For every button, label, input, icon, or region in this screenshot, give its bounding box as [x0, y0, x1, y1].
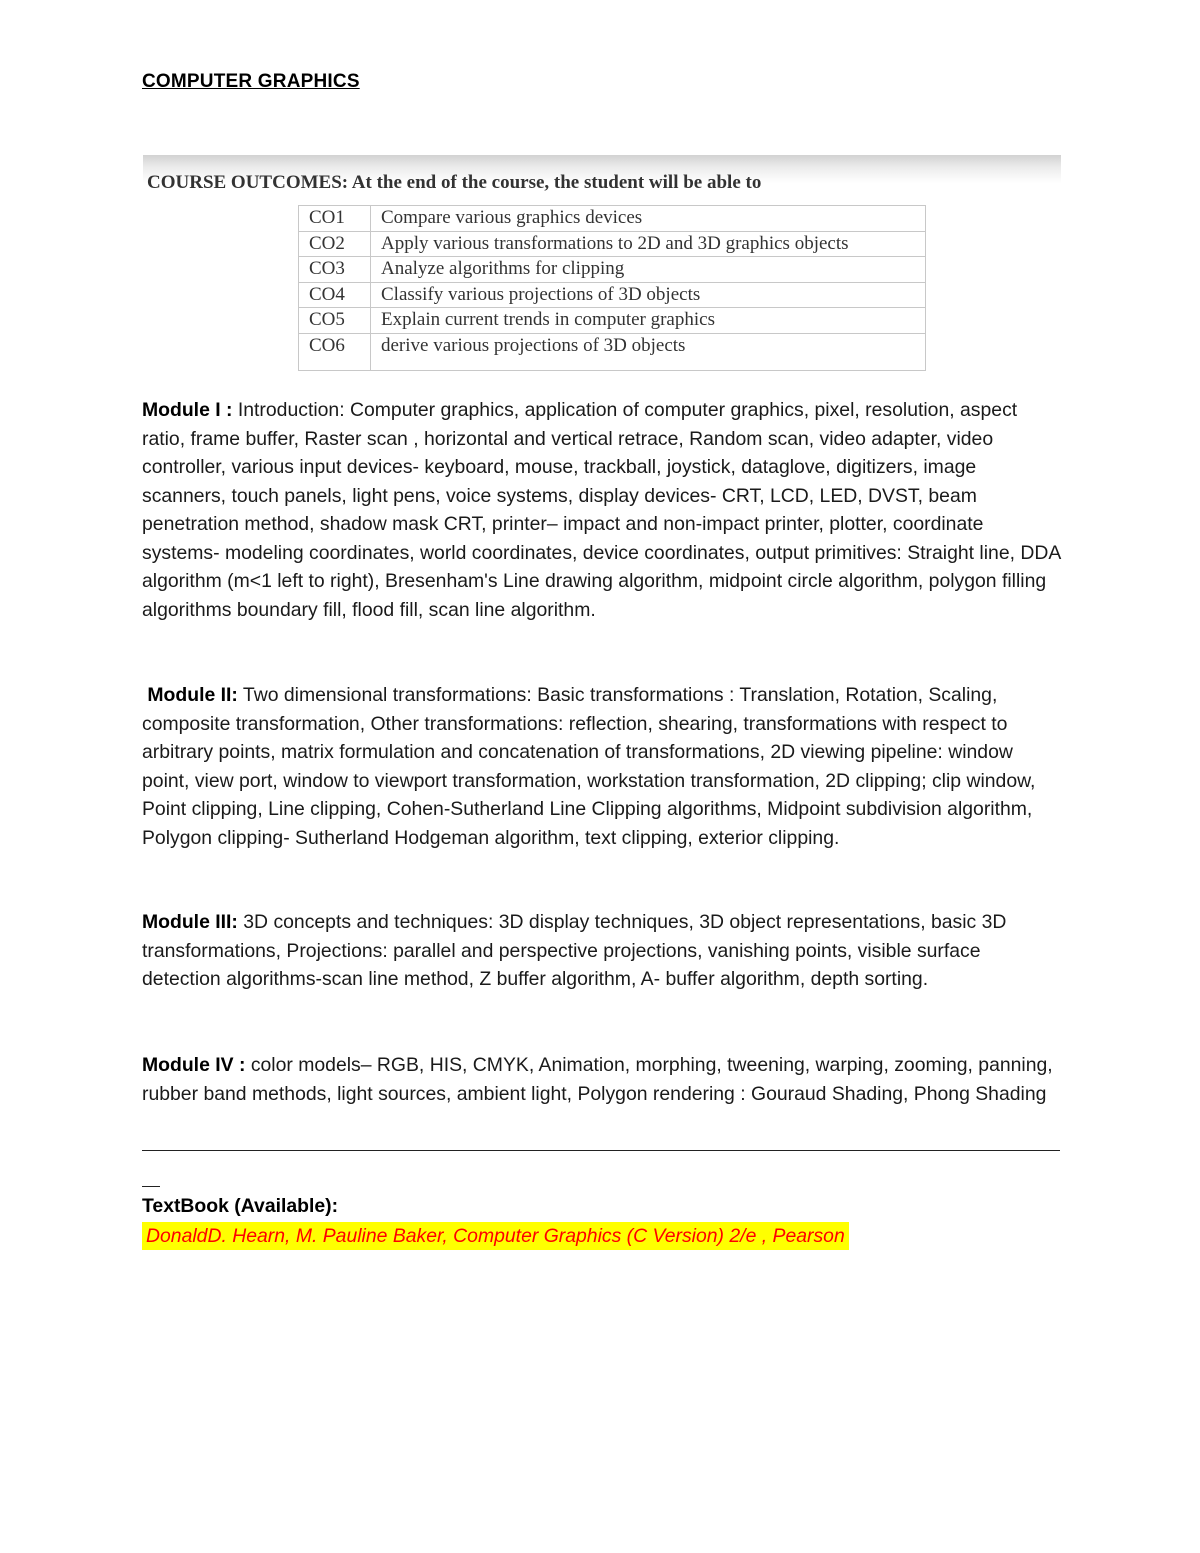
module-2-content: Two dimensional transformations: Basic transformations : Translation, Rotation, Scaling, composite transformation, Other transformations: reflection, shearing, transformations with respect to arbitrary points, matrix formulation and concatenation of transformations, 2D viewing pipeline: window point, view port, window to viewport transformation, workstation transformation, 2D clipping; clip window, Point clipping, Line clipping, Cohen-Sutherland Line Clipping algorithms, Midpoint subdivision algorithm, Polygon clipping- Sutherland Hodgeman algorithm, text clipping, exterior clipping.: [142, 684, 1036, 849]
module-2-label: Module II:: [147, 684, 238, 706]
outcome-code: CO2: [299, 231, 371, 257]
module-1-content: Introduction: Computer graphics, application of computer graphics, pixel, resolution, aspect ratio, frame buffer, Raster scan , horizontal and vertical retrace, Random scan, video adapter, video controller, various input devices- keyboard, mouse, trackball, joystick, dataglove, digitizers, image scanners, touch panels, light pens, voice systems, display devices- CRT, LCD, LED, DVST, beam penetration method, shadow mask CRT, printer– impact and non-impact printer, plotter, coordinate systems- modeling coordinates, world coordinates, device coordinates, output primitives: Straight line, DDA algorithm (m<1 left to right), Bresenham's Line drawing algorithm, midpoint circle algorithm, polygon filling algorithms boundary fill, flood fill, scan line algorithm.: [142, 399, 1061, 621]
horizontal-divider-continuation: [142, 1186, 160, 1187]
table-row: [299, 206, 926, 232]
outcome-description: Compare various graphics devices: [371, 206, 926, 232]
module-3-label: Module III:: [142, 911, 238, 933]
module-3-paragraph: [142, 908, 1062, 994]
outcome-description: derive various projections of 3D objects: [371, 333, 926, 370]
outcome-description: Apply various transformations to 2D and 3D graphics objects: [371, 231, 926, 257]
textbook-reference: DonaldD. Hearn, M. Pauline Baker, Computer Graphics (C Version) 2/e , Pearson: [142, 1222, 849, 1250]
module-4-content: color models– RGB, HIS, CMYK, Animation, morphing, tweening, warping, zooming, panning, rubber band methods, light sources, ambient light, Polygon rendering : Gouraud Shading, Phong Shading: [142, 1054, 1053, 1105]
textbook-label: TextBook (Available):: [142, 1195, 339, 1217]
page-title: COMPUTER GRAPHICS: [142, 71, 360, 92]
module-1-label: Module I :: [142, 399, 233, 421]
module-3-content: 3D concepts and techniques: 3D display techniques, 3D object representations, basic 3D transformations, Projections: parallel and perspective projections, vanishing points, visible surface detection algorithms-scan line method, Z buffer algorithm, A- buffer algorithm, depth sorting.: [142, 911, 1007, 990]
module-1-paragraph: [142, 396, 1062, 624]
module-4-paragraph: [142, 1051, 1062, 1108]
course-outcomes-section: [143, 155, 1061, 377]
outcome-description: Classify various projections of 3D objects: [371, 282, 926, 308]
module-2-paragraph: [142, 681, 1062, 852]
course-outcomes-heading: COURSE OUTCOMES: At the end of the course, the student will be able to: [147, 172, 762, 193]
outcome-code: CO6: [299, 333, 371, 370]
outcome-code: CO4: [299, 282, 371, 308]
module-4-label: Module IV :: [142, 1054, 246, 1076]
table-row: [299, 282, 926, 308]
outcome-code: CO5: [299, 308, 371, 334]
outcome-description: Explain current trends in computer graphics: [371, 308, 926, 334]
outcome-code: CO3: [299, 257, 371, 283]
table-row: [299, 257, 926, 283]
horizontal-divider: [142, 1150, 1060, 1151]
table-row: [299, 231, 926, 257]
course-outcomes-table: [298, 205, 926, 371]
table-row: [299, 308, 926, 334]
outcome-description: Analyze algorithms for clipping: [371, 257, 926, 283]
table-row: [299, 333, 926, 370]
outcome-code: CO1: [299, 206, 371, 232]
